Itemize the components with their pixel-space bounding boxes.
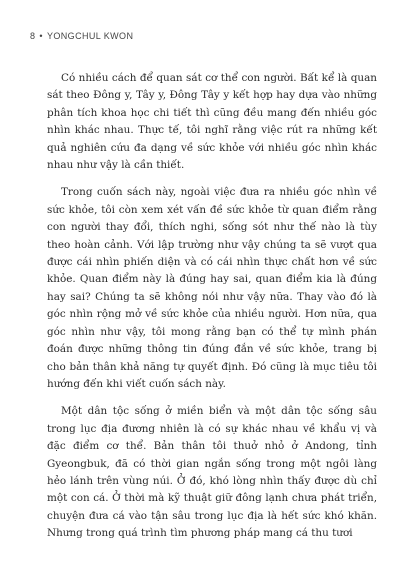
author-name: YONGCHUL KWON bbox=[46, 31, 134, 41]
page-number: 8 bbox=[30, 31, 36, 41]
paragraph-3: Một dân tộc sống ở miền biển và một dân tộc sống sâu trong lục địa đương nhiên là có sự khác nhau về khẩu vị và đặc điểm cơ thể. Bản thân tôi thuở nhỏ ở Andong, tỉnh Gyeongbuk, đã có thời gian ngắn sống trong một ngôi làng hẻo lánh trên vùng núi. Ở đó, khó lòng nhìn thấy được dù chỉ một con cá. Ở thời mà kỹ thuật giữ đông lạnh chưa phát triển, chuyện đưa cá vào tận sâu trong lục địa là hết sức khó khăn. Nhưng trong quá trình tìm phương pháp mang cá thu tươi bbox=[47, 405, 377, 540]
body-text bbox=[47, 70, 377, 553]
running-header bbox=[30, 31, 133, 41]
paragraph-1: Có nhiều cách để quan sát cơ thể con người. Bất kể là quan sát theo Đông y, Tây y, Đông Tây y kết hợp hay dựa vào những phân tích khoa học chi tiết thì cũng đều mang đến nhiều góc nhìn khác nhau. Thực tế, tôi nghĩ rằng việc rút ra những kết quả nghiên cứu đa dạng về sức khỏe với nhiều góc nhìn khác nhau như vậy là cần thiết. bbox=[47, 72, 377, 172]
paragraph-2: Trong cuốn sách này, ngoài việc đưa ra nhiều góc nhìn về sức khỏe, tôi còn xem xét vấn đề sức khỏe từ quan điểm rằng con người thay đổi, thích nghi, sống sót như thế nào là tùy theo hoàn cảnh. Với lập trường như vậy chúng ta sẽ vượt qua được cái nhìn phiến diện và có cái nhìn thực chất hơn về sức khỏe. Quan điểm này là đúng hay sai, quan điểm kia là đúng hay sai? Chúng ta sẽ không nói như vậy nữa. Thay vào đó là góc nhìn rộng mở về sức khỏe của nhiều người. Hơn nữa, qua góc nhìn như vậy, tôi mong rằng bạn có thể tự mình phán đoán được những thông tin đúng đắn về sức khỏe, trang bị cho bản thân khả năng tự quyết định. Đó cũng là mục tiêu tôi hướng đến khi viết cuốn sách này. bbox=[47, 186, 377, 390]
header-separator: • bbox=[39, 31, 43, 41]
